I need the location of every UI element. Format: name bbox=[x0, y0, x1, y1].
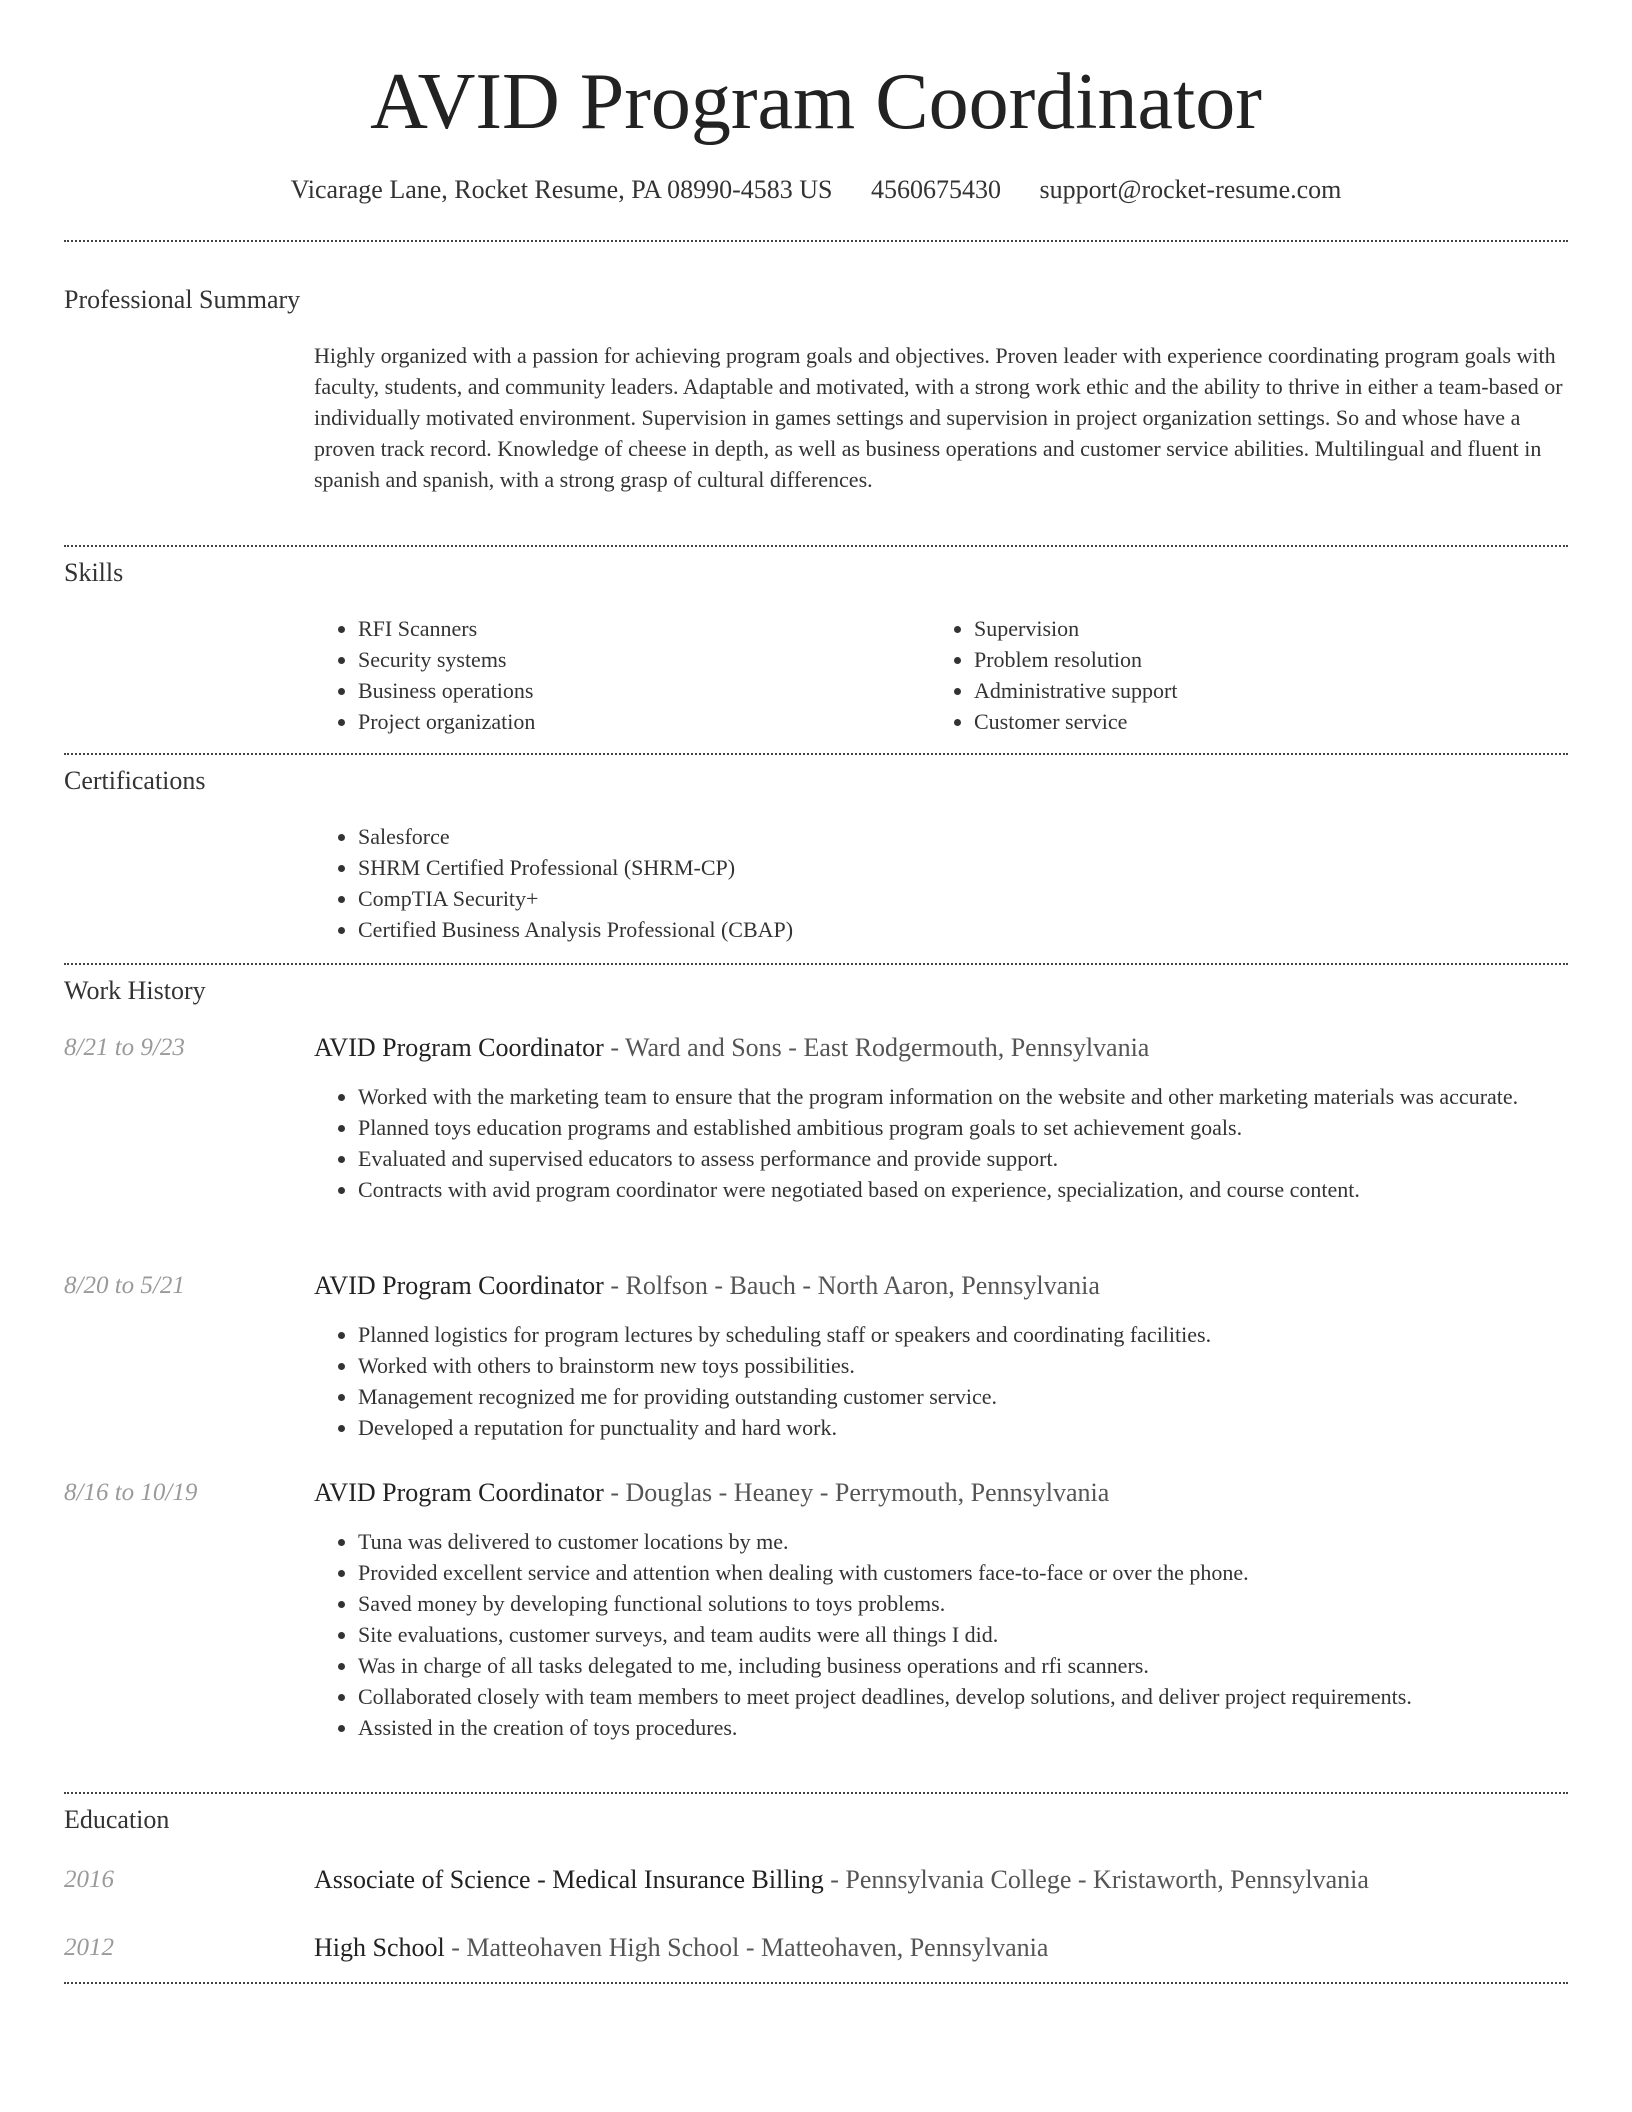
skill-item: • Business operations bbox=[358, 675, 918, 706]
education-degree: High School bbox=[314, 1933, 445, 1962]
skill-item: • Project organization bbox=[358, 706, 918, 737]
skills-heading: Skills bbox=[64, 558, 124, 587]
education-entry bbox=[314, 1931, 1568, 1965]
education-degree: Associate of Science - Medical Insurance Billing bbox=[314, 1865, 824, 1894]
certification-item: • CompTIA Security+ bbox=[358, 883, 1558, 914]
job-bullet: • Site evaluations, customer surveys, and team audits were all things I did. bbox=[358, 1619, 1568, 1650]
education-year: 2012 bbox=[64, 1934, 114, 1961]
job-dates: 8/20 to 5/21 bbox=[64, 1272, 185, 1299]
job-bullet: • Management recognized me for providing outstanding customer service. bbox=[358, 1381, 1568, 1412]
section-divider bbox=[64, 963, 1568, 965]
job-bullets bbox=[314, 1319, 1568, 1443]
job-bullets bbox=[314, 1526, 1568, 1743]
job-bullet: • Planned toys education programs and established ambitious program goals to set achievement goals. bbox=[358, 1112, 1568, 1143]
job-bullet: • Contracts with avid program coordinator were negotiated based on experience, specialization, and course content. bbox=[358, 1174, 1568, 1205]
skill-item: • Administrative support bbox=[974, 675, 1534, 706]
job-bullet: • Developed a reputation for punctuality and hard work. bbox=[358, 1412, 1568, 1443]
contact-info bbox=[0, 172, 1632, 208]
phone-text: 4560675430 bbox=[871, 175, 1001, 204]
job-title bbox=[314, 1269, 1568, 1303]
job-bullet: • Tuna was delivered to customer locations by me. bbox=[358, 1526, 1568, 1557]
job-dates: 8/21 to 9/23 bbox=[64, 1034, 185, 1061]
certification-item: • Certified Business Analysis Professional (CBAP) bbox=[358, 914, 1558, 945]
summary-heading: Professional Summary bbox=[64, 285, 301, 314]
certifications-heading: Certifications bbox=[64, 766, 206, 795]
section-divider bbox=[64, 240, 1568, 242]
skill-item: • Security systems bbox=[358, 644, 918, 675]
skill-item: • Customer service bbox=[974, 706, 1534, 737]
email-link[interactable]: support@rocket-resume.com bbox=[1039, 175, 1342, 204]
certifications-list bbox=[314, 821, 1558, 945]
education-year: 2016 bbox=[64, 1866, 114, 1893]
work-history-heading: Work History bbox=[64, 976, 206, 1005]
section-divider bbox=[64, 545, 1568, 547]
job-role: AVID Program Coordinator bbox=[314, 1033, 604, 1062]
education-entry bbox=[314, 1863, 1568, 1897]
job-title bbox=[314, 1031, 1568, 1065]
job-bullet: • Provided excellent service and attention when dealing with customers face-to-face or over the phone. bbox=[358, 1557, 1568, 1588]
job-employer: - Rolfson - Bauch - North Aaron, Pennsylvania bbox=[603, 1271, 1100, 1300]
section-divider bbox=[64, 1792, 1568, 1794]
skill-item: • Supervision bbox=[974, 613, 1534, 644]
job-bullet: • Worked with the marketing team to ensure that the program information on the website and other marketing materials was accurate. bbox=[358, 1081, 1568, 1112]
job-bullet: • Worked with others to brainstorm new toys possibilities. bbox=[358, 1350, 1568, 1381]
address-text: Vicarage Lane, Rocket Resume, PA 08990-4583 US bbox=[290, 175, 833, 204]
job-bullet: • Planned logistics for program lectures by scheduling staff or speakers and coordinating facilities. bbox=[358, 1319, 1568, 1350]
certification-item: • SHRM Certified Professional (SHRM-CP) bbox=[358, 852, 1558, 883]
summary-text: Highly organized with a passion for achieving program goals and objectives. Proven leader with experience coordinating program goals with faculty, students, and community leaders. Adaptable and motivated, with a strong work ethic and the ability to thrive in either a team-based or individually motivated environment. Supervision in games settings and supervision in project organization settings. So and whose have a proven track record. Knowledge of cheese in depth, as well as business operations and customer service abilities. Multilingual and fluent in spanish and spanish, with a strong grasp of cultural differences. bbox=[314, 343, 1563, 492]
job-role: AVID Program Coordinator bbox=[314, 1478, 604, 1507]
job-bullets bbox=[314, 1081, 1568, 1205]
skills-list-right bbox=[930, 613, 1534, 737]
job-employer: - Ward and Sons - East Rodgermouth, Pennsylvania bbox=[603, 1033, 1150, 1062]
education-school: - Matteohaven High School - Matteohaven, Pennsylvania bbox=[444, 1933, 1049, 1962]
section-divider bbox=[64, 753, 1568, 755]
job-role: AVID Program Coordinator bbox=[314, 1271, 604, 1300]
section-divider bbox=[64, 1982, 1568, 1984]
job-bullet: • Assisted in the creation of toys procedures. bbox=[358, 1712, 1568, 1743]
job-bullet: • Collaborated closely with team members to meet project deadlines, develop solutions, and deliver project requirements. bbox=[358, 1681, 1568, 1712]
education-heading: Education bbox=[64, 1805, 170, 1834]
skill-item: • RFI Scanners bbox=[358, 613, 918, 644]
education-school: - Pennsylvania College - Kristaworth, Pennsylvania bbox=[823, 1865, 1369, 1894]
job-employer: - Douglas - Heaney - Perrymouth, Pennsylvania bbox=[603, 1478, 1110, 1507]
candidate-name: AVID Program Coordinator bbox=[370, 58, 1262, 146]
skills-list-left bbox=[314, 613, 918, 737]
skill-item: • Problem resolution bbox=[974, 644, 1534, 675]
job-bullet: • Evaluated and supervised educators to assess performance and provide support. bbox=[358, 1143, 1568, 1174]
job-bullet: • Saved money by developing functional solutions to toys problems. bbox=[358, 1588, 1568, 1619]
job-title bbox=[314, 1476, 1568, 1510]
certification-item: • Salesforce bbox=[358, 821, 1558, 852]
job-bullet: • Was in charge of all tasks delegated to me, including business operations and rfi scanners. bbox=[358, 1650, 1568, 1681]
job-dates: 8/16 to 10/19 bbox=[64, 1479, 198, 1506]
